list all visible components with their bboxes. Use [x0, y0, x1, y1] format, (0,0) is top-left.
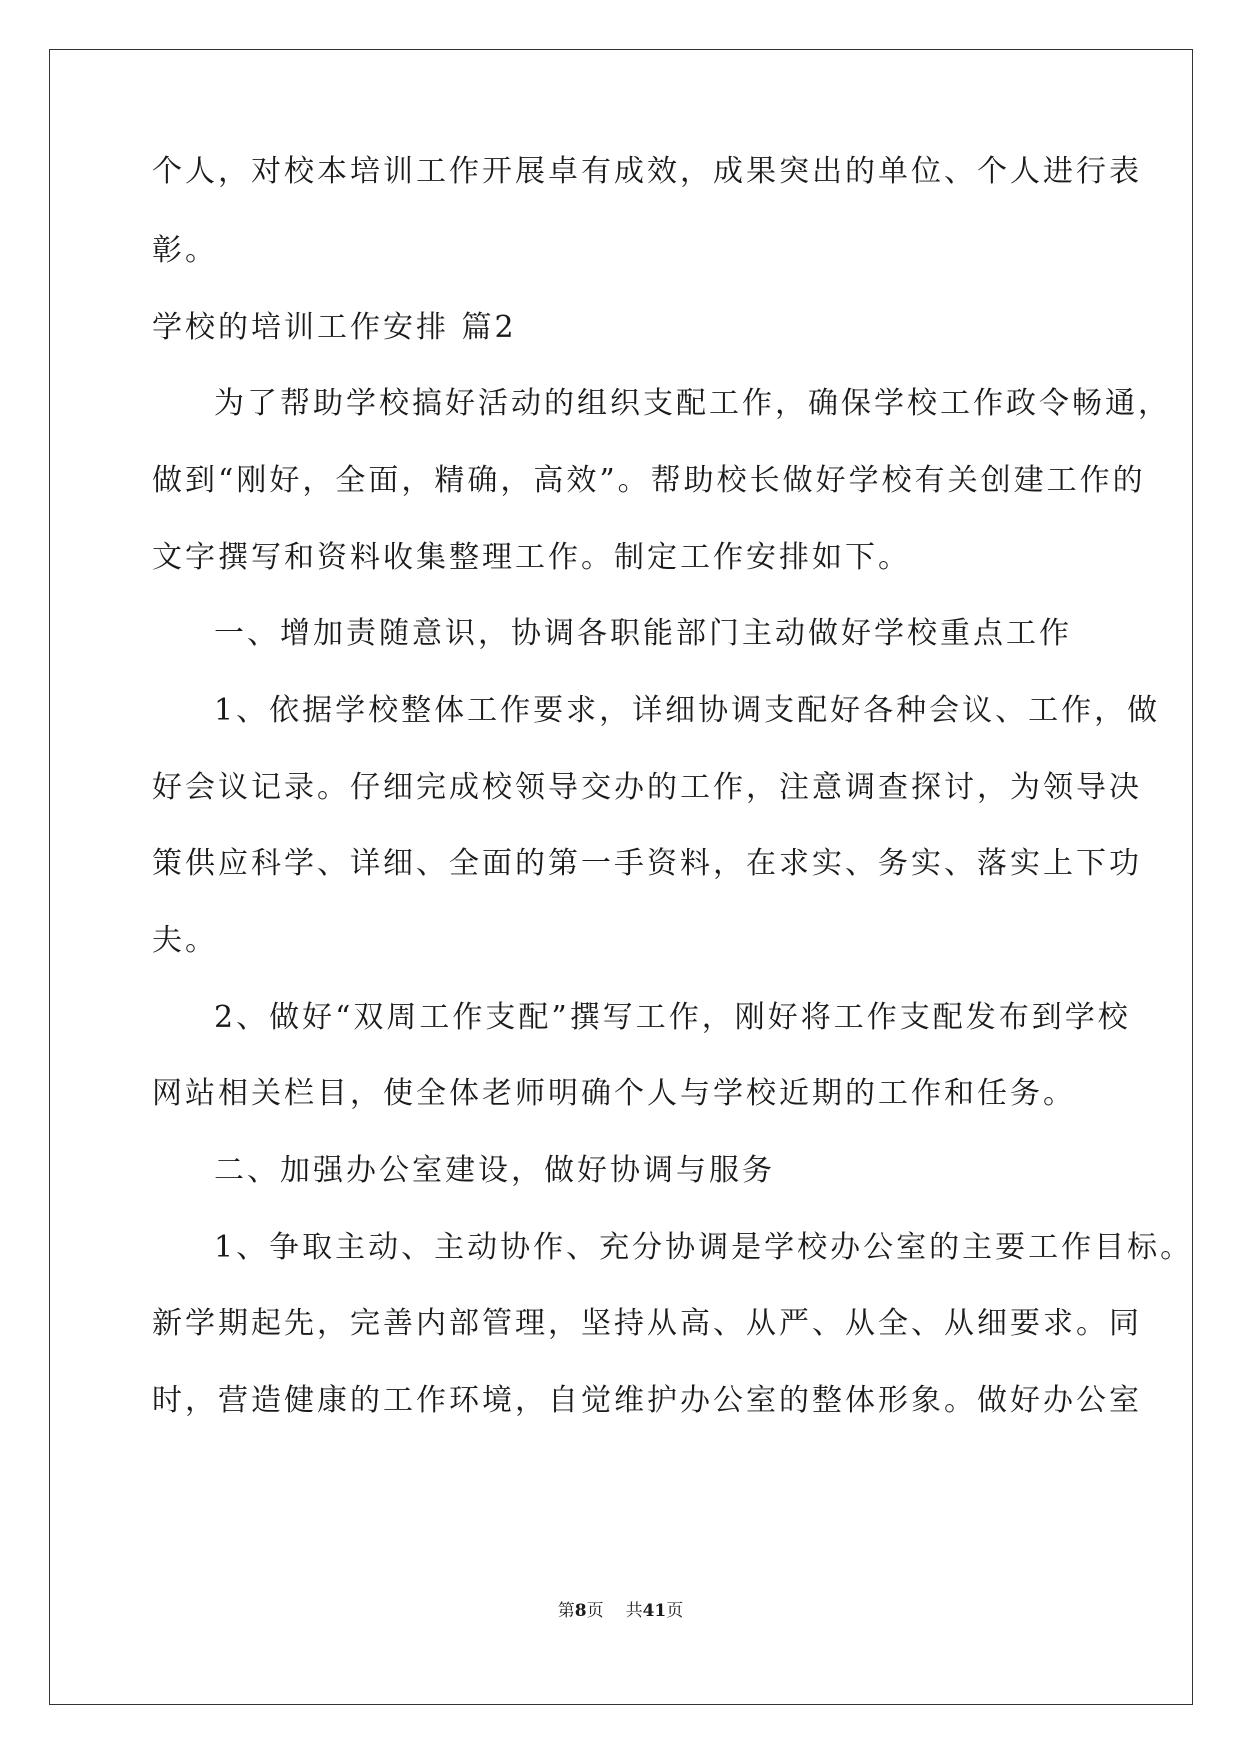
- paragraph-line: 做到“刚好，全面，精确，高效”。帮助校长做好学校有关创建工作的: [152, 463, 1146, 498]
- page-suffix: 页: [586, 1601, 604, 1621]
- subheading-line: 二、加强办公室建设，做好协调与服务: [214, 1153, 775, 1188]
- paragraph-line: 彰。: [152, 233, 218, 268]
- paragraph-line: 2、做好“双周工作支配”撰写工作，刚好将工作支配发布到学校: [214, 1000, 1131, 1035]
- paragraph-line: 夫。: [152, 923, 218, 958]
- paragraph-line: 好会议记录。仔细完成校领导交办的工作，注意调查探讨，为领导决: [152, 770, 1142, 805]
- paragraph-line: 文字撰写和资料收集整理工作。制定工作安排如下。: [152, 540, 911, 575]
- paragraph-line: 新学期起先，完善内部管理，坚持从高、从严、从全、从细要求。同: [152, 1306, 1142, 1341]
- page-prefix: 第: [557, 1601, 575, 1621]
- paragraph-line: 1、争取主动、主动协作、充分协调是学校办公室的主要工作目标。: [214, 1230, 1194, 1265]
- paragraph-line: 策供应科学、详细、全面的第一手资料，在求实、务实、落实上下功: [152, 846, 1142, 881]
- paragraph-line: 时，营造健康的工作环境，自觉维护办公室的整体形象。做好办公室: [152, 1383, 1142, 1418]
- page-footer: [0, 1599, 1241, 1623]
- page-number: 8: [574, 1601, 587, 1621]
- paragraph-line: 网站相关栏目，使全体老师明确个人与学校近期的工作和任务。: [152, 1076, 1076, 1111]
- section-heading: 学校的培训工作安排 篇2: [152, 310, 517, 345]
- paragraph-line: 为了帮助学校搞好活动的组织支配工作，确保学校工作政令畅通，: [214, 386, 1171, 421]
- paragraph-line: 个人，对校本培训工作开展卓有成效，成果突出的单位、个人进行表: [152, 154, 1142, 189]
- paragraph-line: 1、依据学校整体工作要求，详细协调支配好各种会议、工作，做: [214, 693, 1161, 728]
- subheading-line: 一、增加责随意识，协调各职能部门主动做好学校重点工作: [214, 616, 1072, 651]
- total-suffix: 页: [666, 1601, 684, 1621]
- total-pages: 41: [642, 1601, 667, 1621]
- total-prefix: 共: [625, 1601, 643, 1621]
